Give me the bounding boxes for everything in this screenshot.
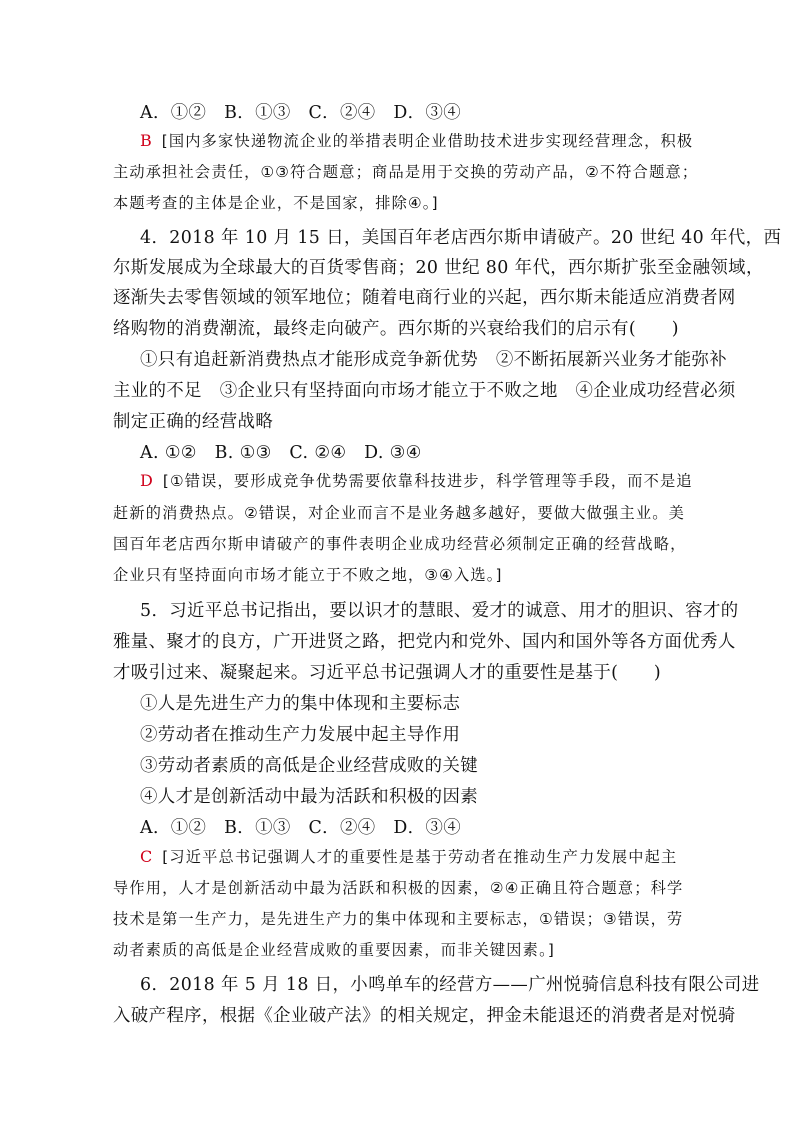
q4-stem-line-3: 逐渐失去零售领域的领军地位；随着电商行业的兴起，西尔斯未能适应消费者网 bbox=[113, 288, 736, 308]
q4-explanation-line-1: D [①错误，要形成竞争优势需要依靠科技进步，科学管理等手段，而不是追 bbox=[140, 471, 693, 490]
q5-choice-4: ④人才是创新活动中最为活跃和积极的因素 bbox=[140, 787, 479, 807]
q5-choice-3: ③劳动者素质的高低是企业经营成败的关键 bbox=[140, 756, 479, 776]
q6-stem-line-2: 入破产程序，根据《企业破产法》的相关规定，押金未能退还的消费者是对悦骑 bbox=[113, 1006, 736, 1026]
q5-choice-2: ②劳动者在推动生产力发展中起主导作用 bbox=[140, 725, 461, 745]
q4-stem-line-4: 络购物的消费潮流，最终走向破产。西尔斯的兴衰给我们的启示有( ) bbox=[113, 319, 679, 339]
q4-answer-letter: D bbox=[140, 471, 153, 490]
q5-explanation-line-3: 技术是第一生产力，是先进生产力的集中体现和主要标志，①错误；③错误，劳 bbox=[113, 910, 684, 928]
q5-stem-line-1: 5．习近平总书记指出，要以识才的慧眼、爱才的诚意、用才的胆识、容才的 bbox=[140, 601, 739, 621]
q3-explanation-line-1: B [国内多家快递物流企业的举措表明企业借助技术进步实现经营理念，积极 bbox=[140, 131, 694, 150]
q4-explanation-line-2: 赶新的消费热点。②错误，对企业而言不是业务越多越好，要做大做强主业。美 bbox=[113, 504, 685, 522]
q4-options: A. ①② B. ①③ C. ②④ D. ③④ bbox=[140, 443, 422, 463]
q4-choice-line-1: ①只有追赶新消费热点才能形成竞争新优势 ②不断拓展新兴业务才能弥补 bbox=[140, 350, 728, 370]
q5-options: A．①② B．①③ C．②④ D．③④ bbox=[140, 818, 462, 838]
q4-choice-line-2: 主业的不足 ③企业只有坚持面向市场才能立于不败之地 ④企业成功经营必须 bbox=[113, 381, 736, 401]
q5-choice-1: ①人是先进生产力的集中体现和主要标志 bbox=[140, 694, 461, 714]
q3-options: A．①② B．①③ C．②④ D．③④ bbox=[140, 103, 462, 123]
q5-explanation-line-2: 导作用，人才是创新活动中最为活跃和积极的因素，②④正确且符合题意；科学 bbox=[113, 879, 684, 897]
q5-explanation-line-1: C [习近平总书记强调人才的重要性是基于劳动者在推动生产力发展中起主 bbox=[140, 847, 678, 866]
q3-answer-letter: B bbox=[140, 131, 152, 150]
q3-explanation-line-2: 主动承担社会责任，①③符合题意；商品是用于交换的劳动产品，②不符合题意； bbox=[113, 163, 699, 181]
q3-explanation-line-3: 本题考查的主体是企业，不是国家，排除④。] bbox=[113, 194, 439, 212]
q4-stem-line-1: 4．2018 年 10 月 15 日，美国百年老店西尔斯申请破产。20 世纪 40 年代，西 bbox=[140, 228, 782, 248]
q4-explanation-line-4: 企业只有坚持面向市场才能立于不败之地，③④入选。] bbox=[113, 566, 503, 584]
q4-choice-line-3: 制定正确的经营战略 bbox=[113, 412, 274, 432]
q5-stem-line-2: 雅量、聚才的良方，广开进贤之路，把党内和党外、国内和国外等各方面优秀人 bbox=[113, 632, 736, 652]
q6-stem-line-1: 6．2018 年 5 月 18 日，小鸣单车的经营方——广州悦骑信息科技有限公司进 bbox=[140, 975, 760, 995]
q5-stem-line-3: 才吸引过来、凝聚起来。习近平总书记强调人才的重要性是基于( ) bbox=[113, 663, 662, 683]
q4-explanation-line-3: 国百年老店西尔斯申请破产的事件表明企业成功经营必须制定正确的经营战略， bbox=[113, 535, 687, 553]
q4-stem-line-2: 尔斯发展成为全球最大的百货零售商；20 世纪 80 年代，西尔斯扩张至金融领域， bbox=[113, 258, 764, 278]
q5-answer-letter: C bbox=[140, 847, 153, 866]
q5-explanation-line-4: 动者素质的高低是企业经营成败的重要因素，而非关键因素。] bbox=[113, 941, 555, 959]
